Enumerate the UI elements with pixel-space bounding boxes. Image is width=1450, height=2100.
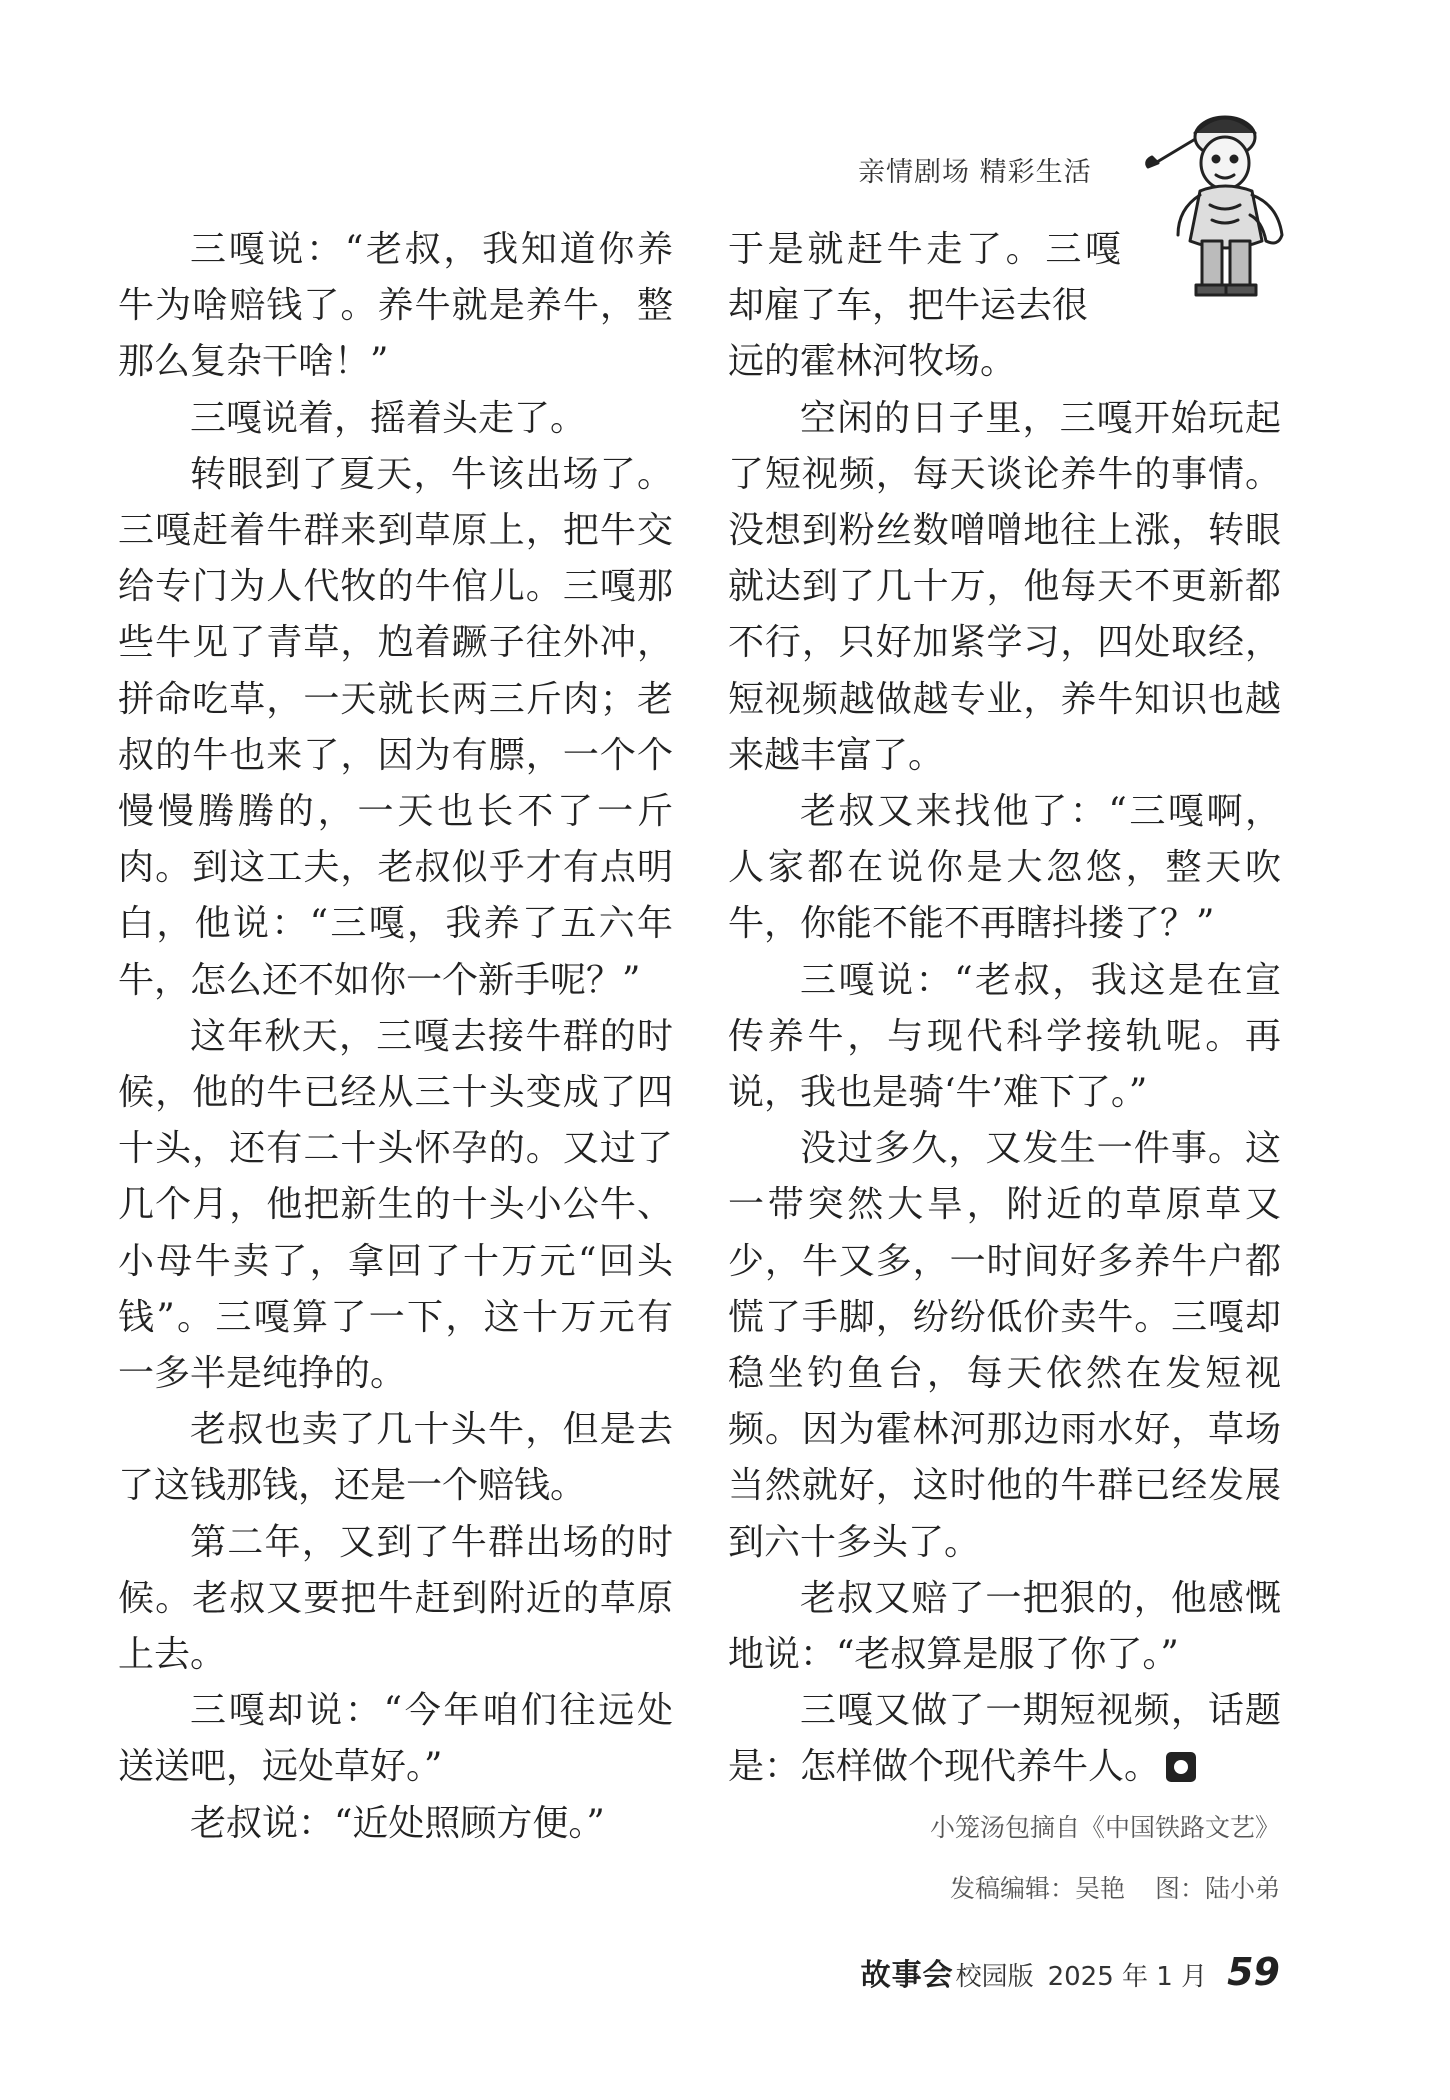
paragraph: 转眼到了夏天，牛该出场了。三嘎赶着牛群来到草原上，把牛交给专门为人代牧的牛倌儿。三嘎那些牛见了青草，尥着蹶子往外冲，拼命吃草，一天就长两三斤肉；老叔的牛也来了，因为有膘，一个个慢慢腾腾的，一天也长不了一斤肉。到这工夫，老叔似乎才有点明白，他说：“三嘎，我养了五六年牛，怎么还不如你一个新手呢？”	[118, 453, 673, 1001]
paragraph: 三嘎说着，摇着头走了。	[190, 397, 587, 439]
section-tag: 亲情剧场 精彩生活	[858, 157, 1092, 188]
paragraph: 三嘎说：“老叔，我知道你养牛为啥赔钱了。养牛就是养牛，整那么复杂干啥！”	[118, 229, 673, 383]
edition-label: 校园版	[955, 1962, 1034, 1992]
continued-paragraph-opening: 于是就赶牛走了。三嘎却雇了车，把牛运去很	[728, 229, 1121, 327]
magazine-logo: 故事会	[860, 1958, 954, 1993]
paragraph: 老叔也卖了几十头牛，但是去了这钱那钱，还是一个赔钱。	[118, 1409, 673, 1507]
credits	[950, 1869, 1280, 1905]
source-attribution: 小笼汤包摘自《中国铁路文艺》	[929, 1813, 1280, 1842]
editor-credit: 发稿编辑：吴艳	[949, 1874, 1125, 1903]
issue-date: 2025 年 1 月	[1047, 1962, 1208, 1992]
paragraph: 三嘎却说：“今年咱们往远处送送吧，远处草好。”	[118, 1690, 673, 1788]
right-column	[728, 222, 1281, 1796]
paragraph: 这年秋天，三嘎去接牛群的时候，他的牛已经从三十头变成了四十头，还有二十头怀孕的。又过了几个月，他把新生的十头小公牛、小母牛卖了，拿回了十万元“回头钱”。三嘎算了一下，这十万元有一多半是纯挣的。	[118, 1015, 673, 1395]
paragraph: 三嘎说：“老叔，我这是在宣传养牛，与现代科学接轨呢。再说，我也是骑‘牛’难下了。”	[728, 959, 1281, 1114]
paragraph: 第二年，又到了牛群出场的时候。老叔又要把牛赶到附近的草原上去。	[118, 1521, 673, 1676]
page-footer	[861, 1950, 1280, 1994]
paragraph: 老叔又来找他了：“三嘎啊，人家都在说你是大忽悠，整天吹牛，你能不能不再瞎抖搂了？”	[728, 791, 1281, 945]
paragraph: 空闲的日子里，三嘎开始玩起了短视频，每天谈论养牛的事情。没想到粉丝数噌噌地往上涨，转眼就达到了几十万，他每天不更新都不行，只好加紧学习，四处取经，短视频越做越专业，养牛知识也越来越丰富了。	[728, 397, 1281, 776]
final-paragraph-text: 三嘎又做了一期短视频，话题是：怎样做个现代养牛人。	[728, 1690, 1281, 1788]
end-mark-icon	[1166, 1752, 1196, 1782]
final-paragraph	[728, 1683, 1281, 1795]
paragraph: 老叔说：“近处照顾方便。”	[190, 1802, 605, 1844]
paragraph: 没过多久，又发生一件事。这一带突然大旱，附近的草原草又少，牛又多，一时间好多养牛户都慌了手脚，纷纷低价卖牛。三嘎却稳坐钓鱼台，每天依然在发短视频。因为霍林河那边雨水好，草场当然就好，这时他的牛群已经发展到六十多头了。	[728, 1128, 1281, 1563]
page-number: 59	[1227, 1950, 1280, 1994]
paragraph: 老叔又赔了一把狠的，他感慨地说：“老叔算是服了你了。”	[728, 1577, 1281, 1676]
illustrator-credit: 图：陆小弟	[1154, 1874, 1280, 1903]
left-column	[118, 222, 673, 1852]
continued-paragraph-rest: 远的霍林河牧场。	[728, 341, 1017, 383]
